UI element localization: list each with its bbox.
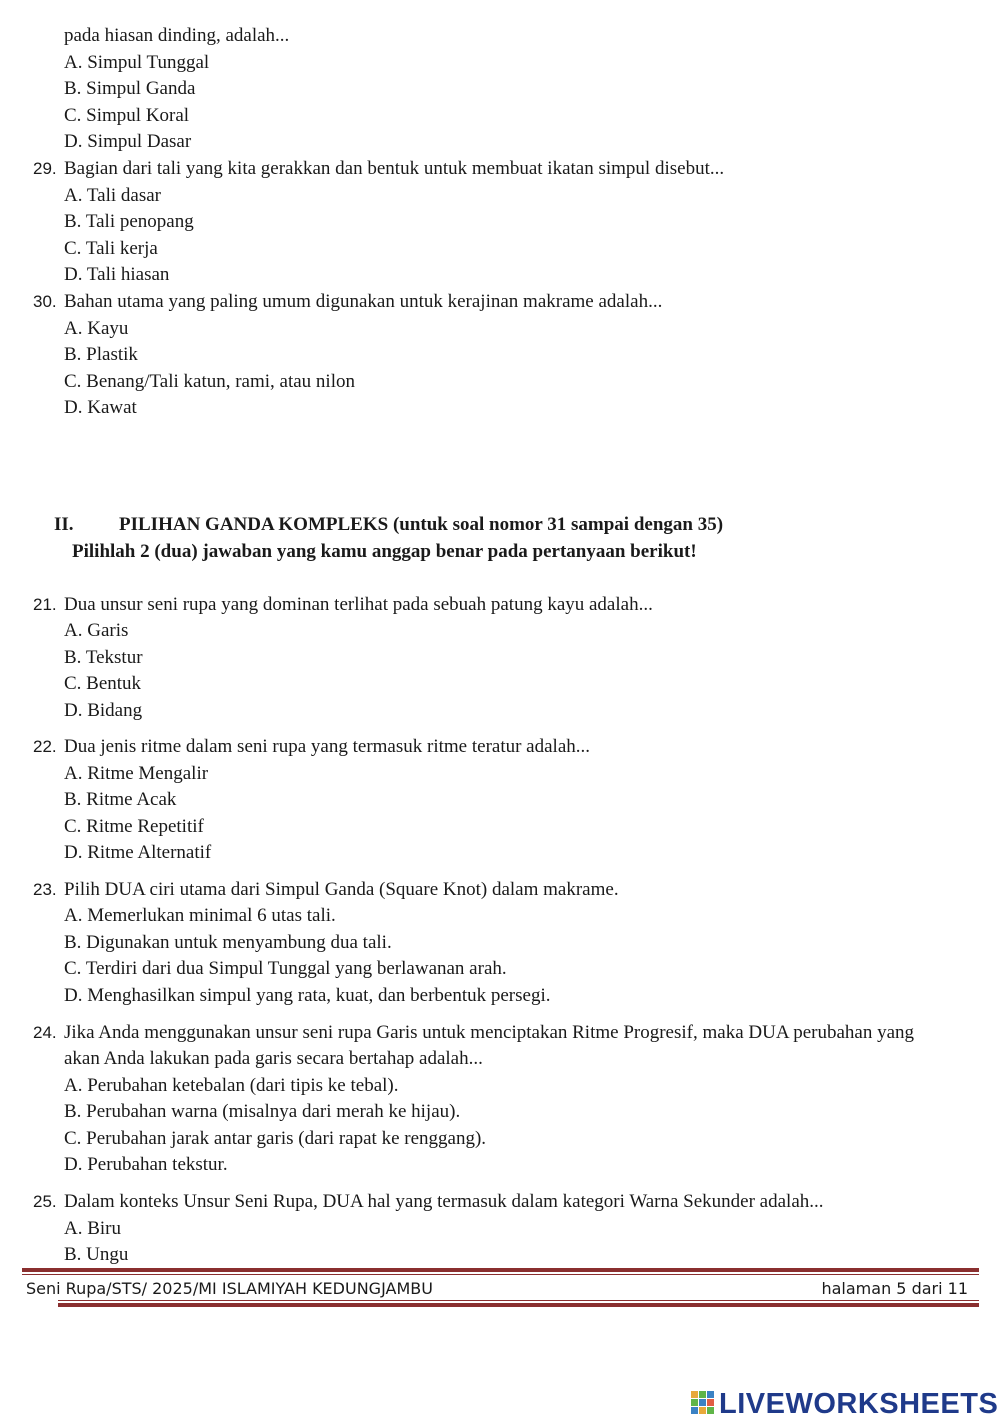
section-number: II. [54, 514, 74, 535]
question-30-number: 30. [33, 292, 57, 311]
option-29-b: B. Tali penopang [64, 211, 194, 232]
question-29-text: Bagian dari tali yang kita gerakkan dan bentuk untuk membuat ikatan simpul disebut... [64, 158, 725, 179]
question-24-number: 24. [33, 1023, 57, 1042]
option-24-c: C. Perubahan jarak antar garis (dari rapat ke renggang). [64, 1128, 487, 1149]
footer-top-rule [22, 1268, 979, 1272]
option-30-c: C. Benang/Tali katun, rami, atau nilon [64, 371, 355, 392]
option-22-b: B. Ritme Acak [64, 789, 177, 810]
question-22-text: Dua jenis ritme dalam seni rupa yang termasuk ritme teratur adalah... [64, 736, 591, 757]
question-24-text-line2: akan Anda lakukan pada garis secara bertahap adalah... [64, 1048, 483, 1069]
question-23-text: Pilih DUA ciri utama dari Simpul Ganda (Square Knot) dalam makrame. [64, 879, 619, 900]
option-29-c: C. Tali kerja [64, 238, 158, 259]
option-22-d: D. Ritme Alternatif [64, 842, 212, 863]
question-23-number: 23. [33, 880, 57, 899]
option-29-d: D. Tali hiasan [64, 264, 170, 285]
option-23-b: B. Digunakan untuk menyambung dua tali. [64, 932, 392, 953]
question-24-text-line1: Jika Anda menggunakan unsur seni rupa Garis untuk menciptakan Ritme Progresif, maka DUA perubahan yang [64, 1022, 915, 1043]
question-21-number: 21. [33, 595, 57, 614]
option-22-c: C. Ritme Repetitif [64, 816, 204, 837]
section-instruction: Pilihlah 2 (dua) jawaban yang kamu anggap benar pada pertanyaan berikut! [72, 541, 697, 562]
footer-top-thin-rule [22, 1274, 979, 1275]
option-21-a: A. Garis [64, 620, 129, 641]
option-28-a: A. Simpul Tunggal [64, 52, 210, 73]
liveworksheets-logo-icon [691, 1391, 715, 1415]
option-28-d: D. Simpul Dasar [64, 131, 192, 152]
option-28-c: C. Simpul Koral [64, 105, 190, 126]
option-28-b: B. Simpul Ganda [64, 78, 196, 99]
option-23-c: C. Terdiri dari dua Simpul Tunggal yang berlawanan arah. [64, 958, 507, 979]
footer-page-number: halaman 5 dari 11 [821, 1279, 968, 1298]
option-23-a: A. Memerlukan minimal 6 utas tali. [64, 905, 336, 926]
question-21-text: Dua unsur seni rupa yang dominan terlihat pada sebuah patung kayu adalah... [64, 594, 653, 615]
option-21-c: C. Bentuk [64, 673, 142, 694]
liveworksheets-brand[interactable]: LIVEWORKSHEETS [719, 1388, 999, 1420]
option-25-b: B. Ungu [64, 1244, 129, 1265]
option-24-a: A. Perubahan ketebalan (dari tipis ke tebal). [64, 1075, 399, 1096]
question-25-text: Dalam konteks Unsur Seni Rupa, DUA hal yang termasuk dalam kategori Warna Sekunder adalah... [64, 1191, 824, 1212]
question-28-text-continuation: pada hiasan dinding, adalah... [64, 25, 290, 46]
option-22-a: A. Ritme Mengalir [64, 763, 209, 784]
footer-bottom-thin-rule [58, 1300, 979, 1301]
section-title: PILIHAN GANDA KOMPLEKS (untuk soal nomor 31 sampai dengan 35) [119, 514, 724, 535]
option-21-b: B. Tekstur [64, 647, 143, 668]
question-22-number: 22. [33, 737, 57, 756]
question-30-text: Bahan utama yang paling umum digunakan untuk kerajinan makrame adalah... [64, 291, 663, 312]
footer-bottom-rule [58, 1303, 979, 1307]
option-30-a: A. Kayu [64, 318, 129, 339]
option-23-d: D. Menghasilkan simpul yang rata, kuat, dan berbentuk persegi. [64, 985, 551, 1006]
option-30-d: D. Kawat [64, 397, 137, 418]
question-25-number: 25. [33, 1192, 57, 1211]
footer-left-text: Seni Rupa/STS/ 2025/MI ISLAMIYAH KEDUNGJAMBU [26, 1279, 433, 1298]
option-24-b: B. Perubahan warna (misalnya dari merah ke hijau). [64, 1101, 461, 1122]
option-29-a: A. Tali dasar [64, 185, 161, 206]
option-24-d: D. Perubahan tekstur. [64, 1154, 228, 1175]
option-30-b: B. Plastik [64, 344, 138, 365]
option-21-d: D. Bidang [64, 700, 143, 721]
option-25-a: A. Biru [64, 1218, 121, 1239]
question-29-number: 29. [33, 159, 57, 178]
